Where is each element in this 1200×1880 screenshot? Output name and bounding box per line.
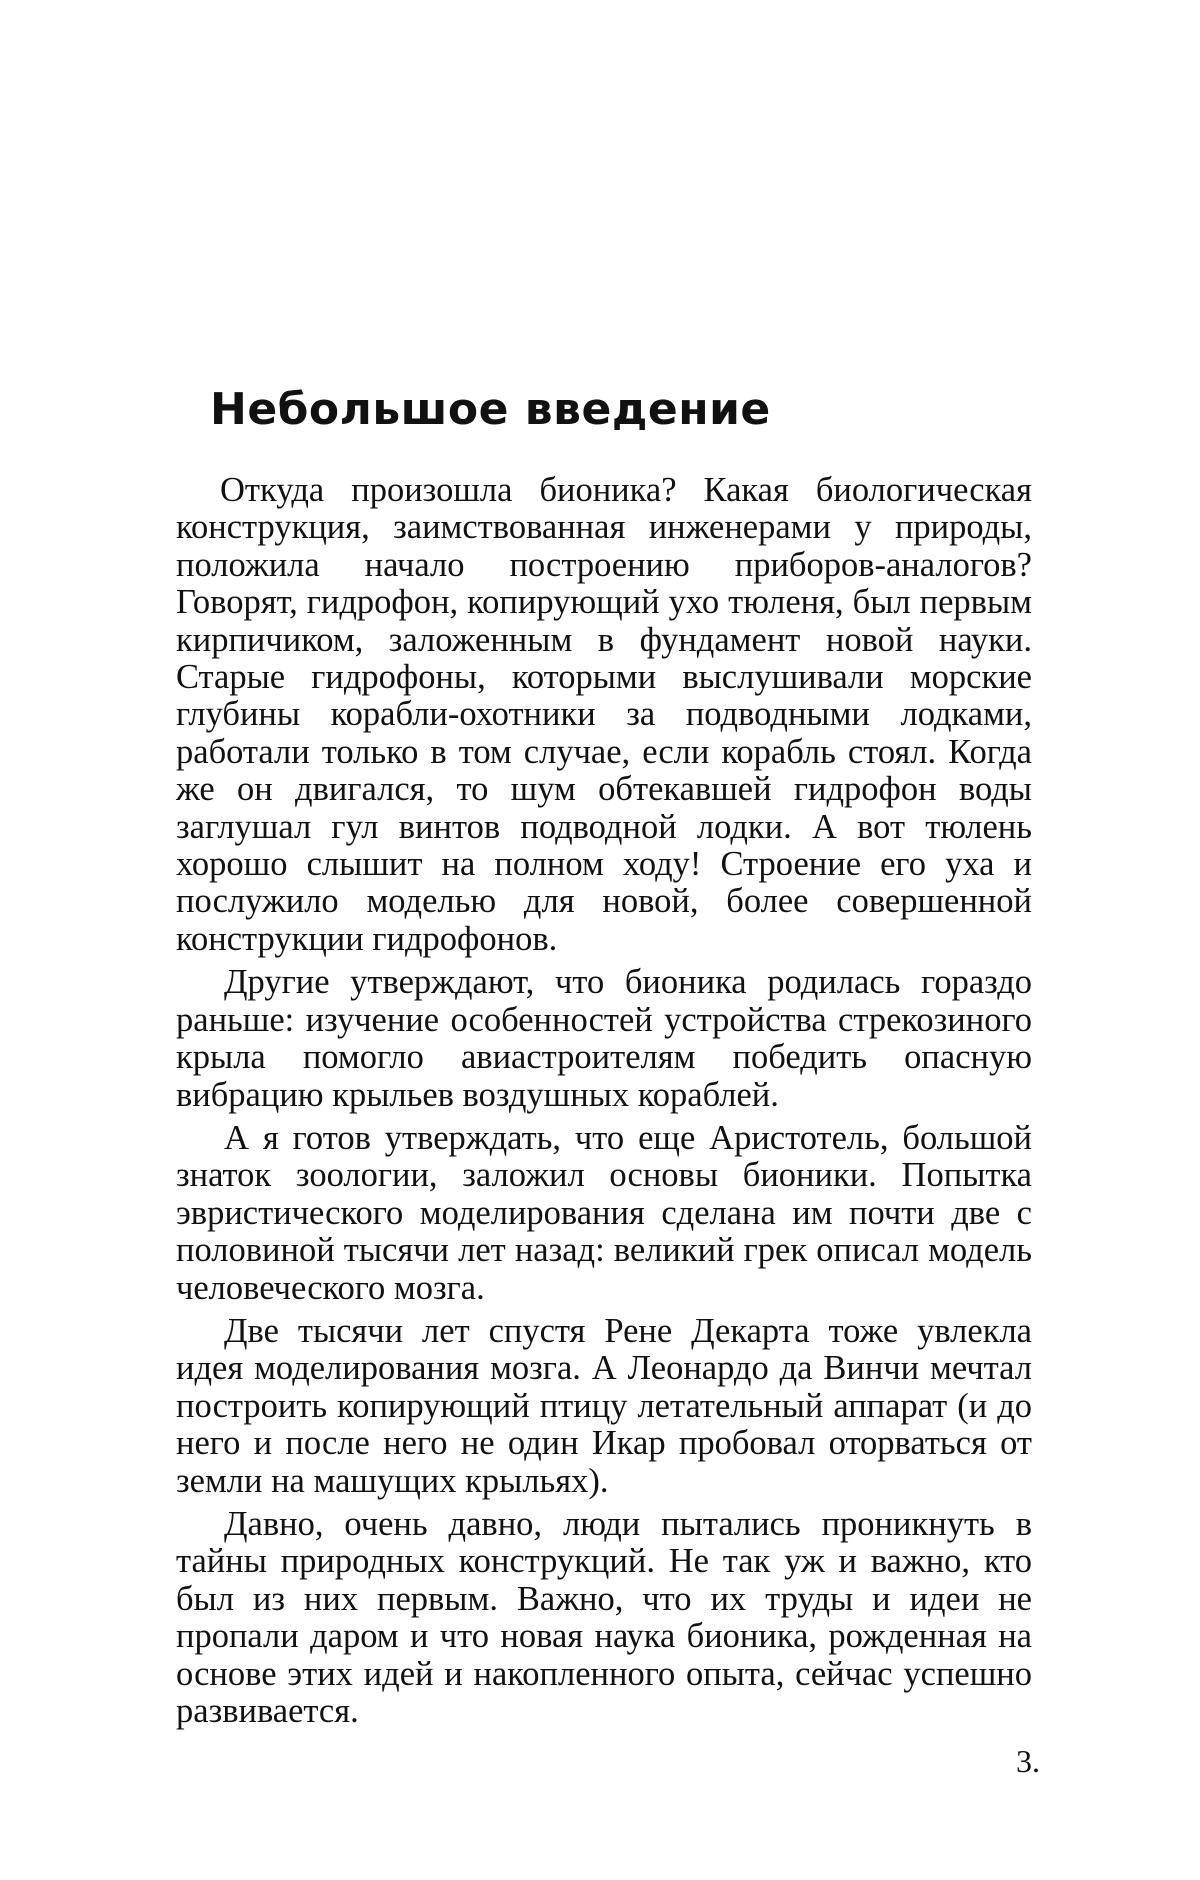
paragraph: А я готов утверждать, что еще Аристотель, большой знаток зоологии, заложил основы бионики. Попытка эвристического моделирования сделана им почти две с половиной тысячи лет назад: великий грек описал модель человеческого мозга.	[176, 1118, 1032, 1307]
paragraph: Давно, очень давно, люди пытались проникнуть в тайны природных конструкций. Не так уж и важно, кто был из них первым. Важно, что их труды и идеи не пропали даром и что новая наука бионика, рожденная на основе этих идей и накопленного опыта, сейчас успешно развивается.	[176, 1504, 1032, 1730]
page-number: 3.	[1016, 1743, 1040, 1779]
paragraph: Откуда произошла бионика? Какая биологическая конструкция, заимствованная инженерами у природы, положила начало построению приборов-аналогов? Говорят, гидрофон, копирующий ухо тюленя, был первым кирпичиком, заложенным в фундамент новой науки. Старые гидрофоны, которыми выслушивали морские глубины корабли-охотники за подводными лодками, работали только в том случае, если корабль стоял. Когда же он двигался, то шум обтекавшей гидрофон воды заглушал гул винтов подводной лодки. А вот тюлень хорошо слышит на полном ходу! Строение его уха и послужило моделью для новой, более совершенной конструкции гидрофонов.	[176, 471, 1032, 958]
body-text	[176, 472, 1032, 1736]
chapter-heading: Небольшое введение	[210, 384, 771, 435]
paragraph: Две тысячи лет спустя Рене Декарта тоже увлекла идея моделирования мозга. А Леонардо да Винчи мечтал построить копирующий птицу летательный аппарат (и до него и после него не один Икар пробовал оторваться от земли на машущих крыльях).	[176, 1311, 1032, 1500]
paragraph: Другие утверждают, что бионика родилась гораздо раньше: изучение особенностей устройства стрекозиного крыла помогло авиастроителям победить опасную вибрацию крыльев воздушных кораблей.	[176, 963, 1032, 1114]
